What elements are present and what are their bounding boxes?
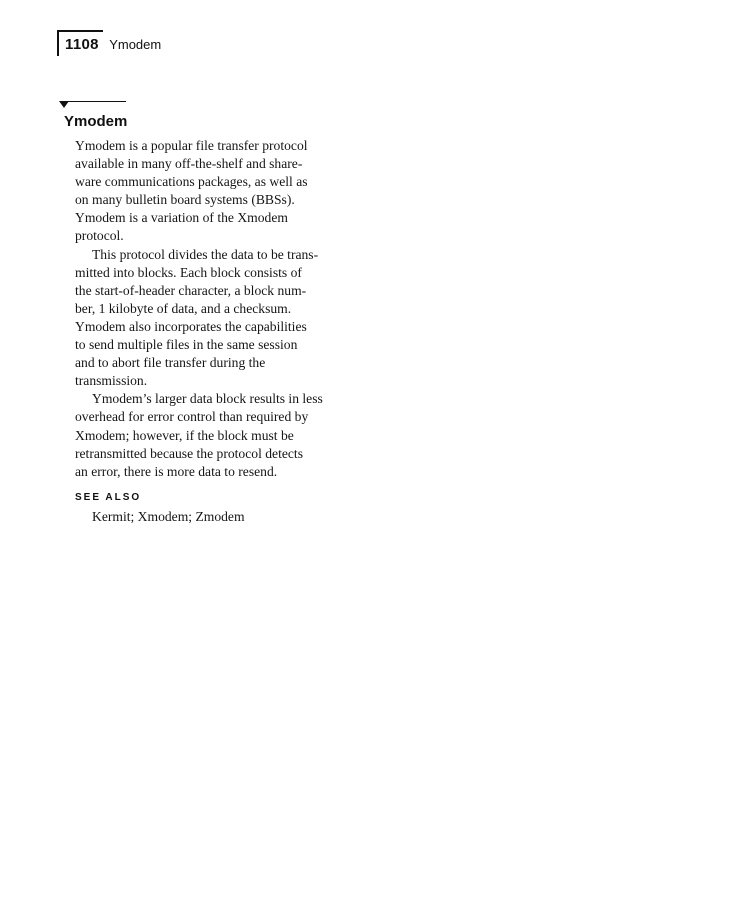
entry-marker xyxy=(58,97,126,109)
text-line: overhead for error control than required by xyxy=(75,409,309,425)
paragraph-1 xyxy=(75,137,350,246)
text-line: on many bulletin board systems (BBSs). xyxy=(75,192,295,208)
paragraph-3 xyxy=(75,390,350,480)
text-line: This protocol divides the data to be trans- xyxy=(92,246,319,262)
text-line: available in many off-the-shelf and share- xyxy=(75,156,303,172)
text-line: ware communications packages, as well as xyxy=(75,174,308,190)
text-line: Xmodem; however, if the block must be xyxy=(75,427,294,443)
see-also-label: SEE ALSO xyxy=(75,492,142,503)
header-corner-rule-vertical xyxy=(57,30,59,56)
text-line: and to abort file transfer during the xyxy=(75,355,266,371)
entry-body xyxy=(75,137,350,481)
text-line: to send multiple files in the same session xyxy=(75,337,298,353)
running-head xyxy=(65,36,161,54)
see-also-items: Kermit; Xmodem; Zmodem xyxy=(92,509,245,524)
text-line: mitted into blocks. Each block consists of xyxy=(75,264,302,280)
text-line: protocol. xyxy=(75,228,124,244)
text-line: an error, there is more data to resend. xyxy=(75,463,278,479)
text-line: Ymodem’s larger data block results in less xyxy=(92,391,323,407)
entry-heading: Ymodem xyxy=(64,113,128,130)
down-triangle-icon xyxy=(58,97,126,109)
paragraph-2 xyxy=(75,246,350,391)
header-corner-rule-horizontal xyxy=(57,30,103,32)
page-number: 1108 xyxy=(65,36,99,53)
text-line: Ymodem is a variation of the Xmodem xyxy=(75,210,288,226)
text-line: the start-of-header character, a block num- xyxy=(75,282,307,298)
text-line: Ymodem is a popular file transfer protocol xyxy=(75,138,308,153)
text-line: Ymodem also incorporates the capabilities xyxy=(75,318,307,334)
text-line: ber, 1 kilobyte of data, and a checksum. xyxy=(75,300,292,316)
text-line: retransmitted because the protocol detects xyxy=(75,445,303,461)
running-head-title: Ymodem xyxy=(109,37,162,52)
text-line: transmission. xyxy=(75,373,148,389)
